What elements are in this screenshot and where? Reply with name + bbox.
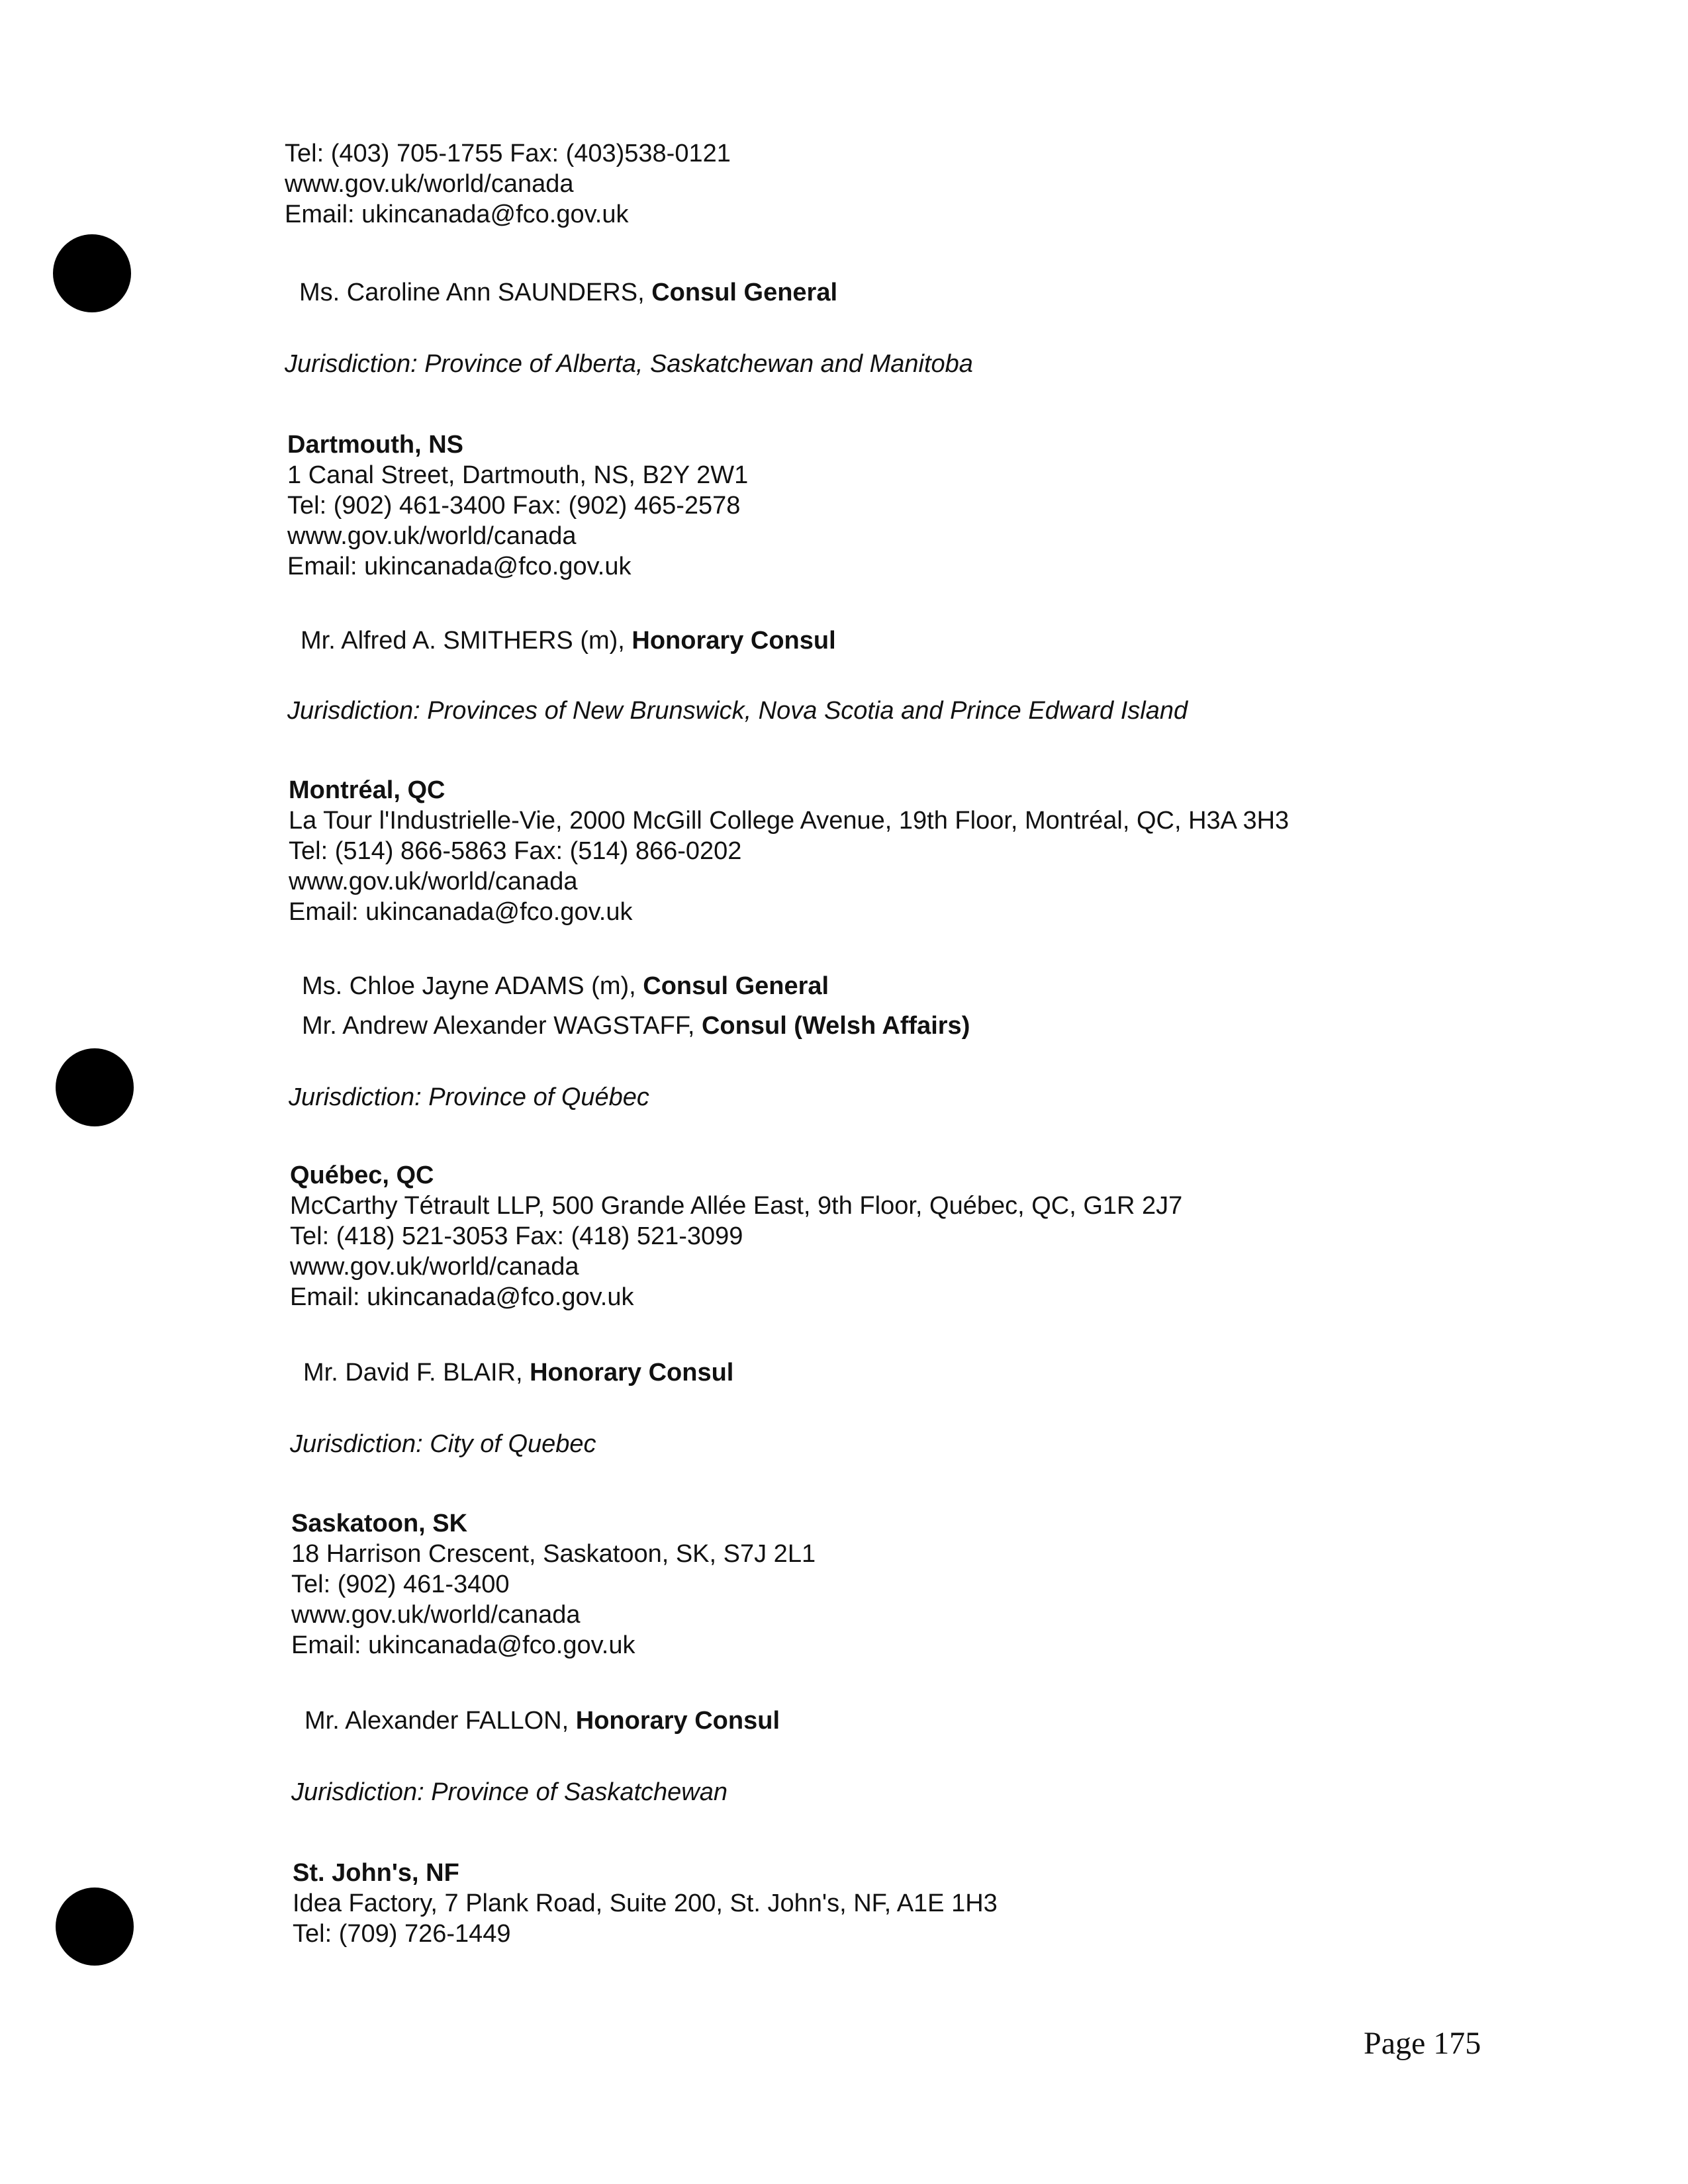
punch-hole bbox=[56, 1048, 134, 1126]
office-email: Email: ukincanada@fco.gov.uk bbox=[287, 553, 632, 580]
office-jurisdiction: Jurisdiction: Province of Alberta, Saskatchewan and Manitoba bbox=[285, 350, 973, 378]
office-address: 1 Canal Street, Dartmouth, NS, B2Y 2W1 bbox=[287, 461, 749, 489]
official-name: Mr. Andrew Alexander WAGSTAFF, bbox=[302, 1012, 702, 1040]
official-title: Consul (Welsh Affairs) bbox=[701, 1012, 970, 1040]
official bbox=[303, 1358, 733, 1387]
office-email: Email: ukincanada@fco.gov.uk bbox=[285, 201, 629, 228]
official-title: Honorary Consul bbox=[530, 1359, 734, 1387]
punch-hole bbox=[56, 1888, 134, 1966]
official-name: Mr. Alexander FALLON, bbox=[305, 1707, 576, 1735]
office-jurisdiction: Jurisdiction: Province of Saskatchewan bbox=[291, 1778, 727, 1806]
official-title: Consul General bbox=[651, 279, 838, 306]
official-name: Ms. Chloe Jayne ADAMS (m), bbox=[302, 972, 643, 1000]
office-email: Email: ukincanada@fco.gov.uk bbox=[290, 1283, 634, 1311]
office-jurisdiction: Jurisdiction: Province of Québec bbox=[289, 1083, 649, 1111]
office-tel: Tel: (418) 521-3053 Fax: (418) 521-3099 bbox=[290, 1222, 743, 1250]
office-address: 18 Harrison Crescent, Saskatoon, SK, S7J 2L1 bbox=[291, 1540, 816, 1568]
official-title: Honorary Consul bbox=[575, 1707, 780, 1735]
official bbox=[302, 1011, 970, 1040]
official bbox=[299, 278, 837, 307]
office-email: Email: ukincanada@fco.gov.uk bbox=[289, 898, 633, 926]
office-tel: Tel: (709) 726-1449 bbox=[293, 1920, 511, 1948]
office-tel: Tel: (514) 866-5863 Fax: (514) 866-0202 bbox=[289, 837, 742, 865]
office-city: Saskatoon, SK bbox=[291, 1510, 468, 1537]
office-jurisdiction: Jurisdiction: Provinces of New Brunswick, Nova Scotia and Prince Edward Island bbox=[287, 697, 1188, 725]
official-title: Honorary Consul bbox=[632, 627, 836, 655]
office-city: St. John's, NF bbox=[293, 1859, 459, 1887]
official bbox=[301, 626, 836, 655]
office-city: Dartmouth, NS bbox=[287, 431, 463, 459]
office-website: www.gov.uk/world/canada bbox=[285, 170, 574, 198]
office-website: www.gov.uk/world/canada bbox=[290, 1253, 579, 1281]
official bbox=[305, 1706, 780, 1735]
official-name: Mr. David F. BLAIR, bbox=[303, 1359, 530, 1387]
official bbox=[302, 972, 829, 1001]
office-tel: Tel: (902) 461-3400 Fax: (902) 465-2578 bbox=[287, 492, 741, 520]
official-name: Mr. Alfred A. SMITHERS (m), bbox=[301, 627, 632, 655]
office-city: Montréal, QC bbox=[289, 776, 445, 804]
office-website: www.gov.uk/world/canada bbox=[291, 1601, 581, 1629]
punch-hole bbox=[53, 234, 131, 312]
office-address: Idea Factory, 7 Plank Road, Suite 200, St. John's, NF, A1E 1H3 bbox=[293, 1889, 998, 1917]
office-website: www.gov.uk/world/canada bbox=[287, 522, 577, 550]
office-address: McCarthy Tétrault LLP, 500 Grande Allée East, 9th Floor, Québec, QC, G1R 2J7 bbox=[290, 1192, 1183, 1220]
office-city: Québec, QC bbox=[290, 1161, 434, 1189]
office-jurisdiction: Jurisdiction: City of Quebec bbox=[290, 1430, 596, 1458]
office-website: www.gov.uk/world/canada bbox=[289, 868, 578, 895]
office-tel: Tel: (403) 705-1755 Fax: (403)538-0121 bbox=[285, 140, 731, 167]
office-address: La Tour l'Industrielle-Vie, 2000 McGill College Avenue, 19th Floor, Montréal, QC, H3A 3H3 bbox=[289, 807, 1289, 835]
office-tel: Tel: (902) 461-3400 bbox=[291, 1570, 510, 1598]
office-email: Email: ukincanada@fco.gov.uk bbox=[291, 1631, 635, 1659]
official-title: Consul General bbox=[643, 972, 829, 1000]
official-name: Ms. Caroline Ann SAUNDERS, bbox=[299, 279, 652, 306]
page-number: Page 175 bbox=[1364, 2026, 1481, 2061]
